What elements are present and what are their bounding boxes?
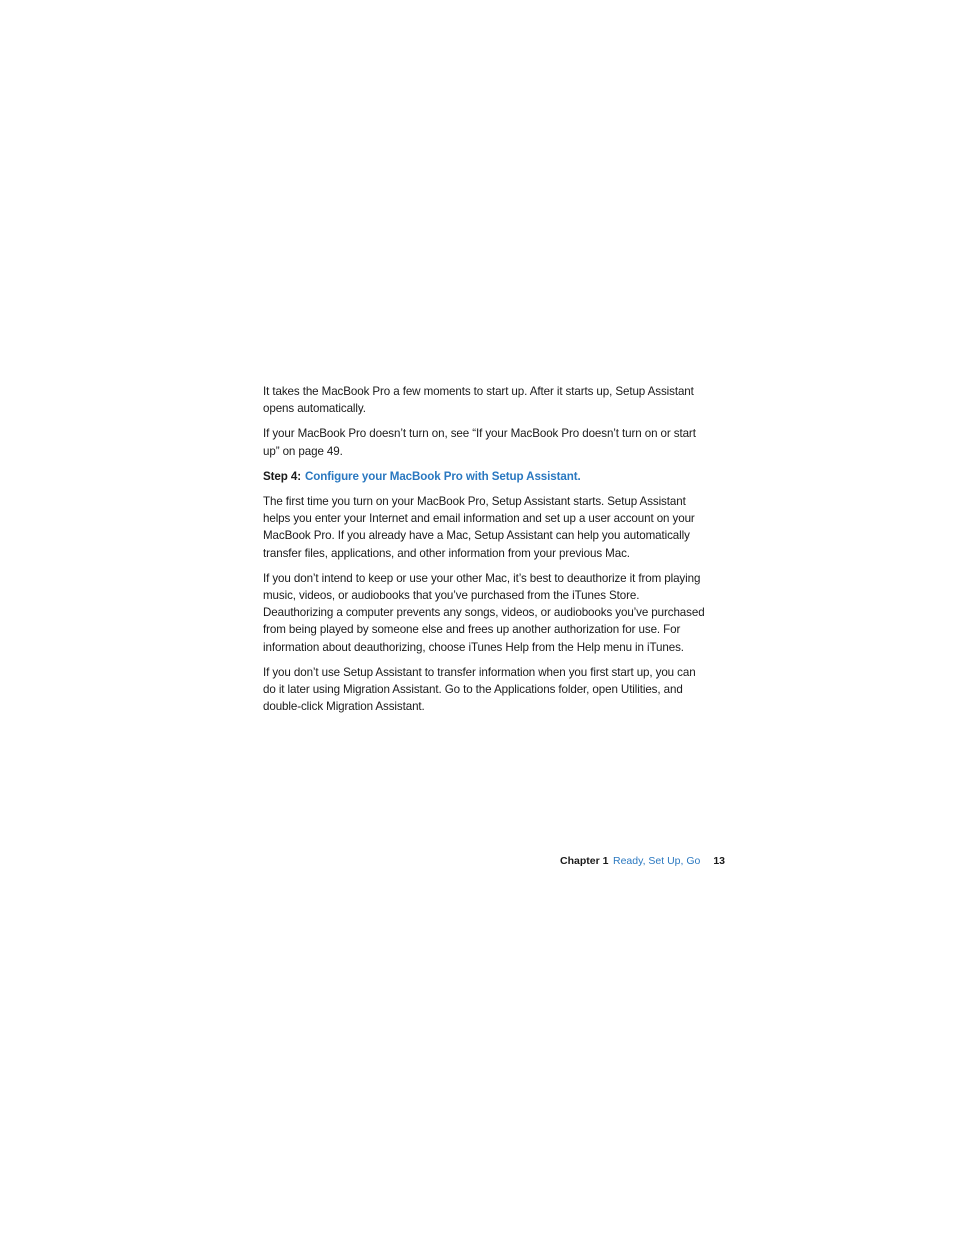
step-heading xyxy=(263,468,708,485)
footer-chapter-title: Ready, Set Up, Go xyxy=(613,855,701,867)
paragraph-deauthorize: If you don’t intend to keep or use your other Mac, it’s best to deauthorize it from playing music, videos, or audiobooks that you’ve purchased from the iTunes Store. Deauthorizing a computer prevents any songs, videos, or audiobooks you’ve purchased from being played by someone else and frees up another authorization for use. For information about deauthorizing, choose iTunes Help from the Help menu in iTunes. xyxy=(263,571,705,654)
page-body xyxy=(263,383,708,723)
footer-chapter: Chapter 1 xyxy=(560,855,609,867)
step-title: Configure your MacBook Pro with Setup Assistant. xyxy=(304,469,581,483)
page-number: 13 xyxy=(713,855,725,867)
step-label: Step 4: xyxy=(263,469,301,483)
paragraph-migration: If you don’t use Setup Assistant to transfer information when you first start up, you can do it later using Migration Assistant. Go to the Applications folder, open Utilities, and double-click Migration Assistant. xyxy=(263,665,696,714)
paragraph-startup: It takes the MacBook Pro a few moments to start up. After it starts up, Setup Assistant opens automatically. xyxy=(263,385,694,416)
page-footer xyxy=(540,852,725,870)
paragraph-step-description: The first time you turn on your MacBook Pro, Setup Assistant starts. Setup Assistant helps you enter your Internet and email information and set up a user account on your MacBook Pro. If you already have a Mac, Setup Assistant can help you automatically transfer files, applications, and other information from your previous Mac. xyxy=(263,495,695,560)
paragraph-troubleshoot: If your MacBook Pro doesn’t turn on, see “If your MacBook Pro doesn’t turn on or start up” on page 49. xyxy=(263,427,696,458)
